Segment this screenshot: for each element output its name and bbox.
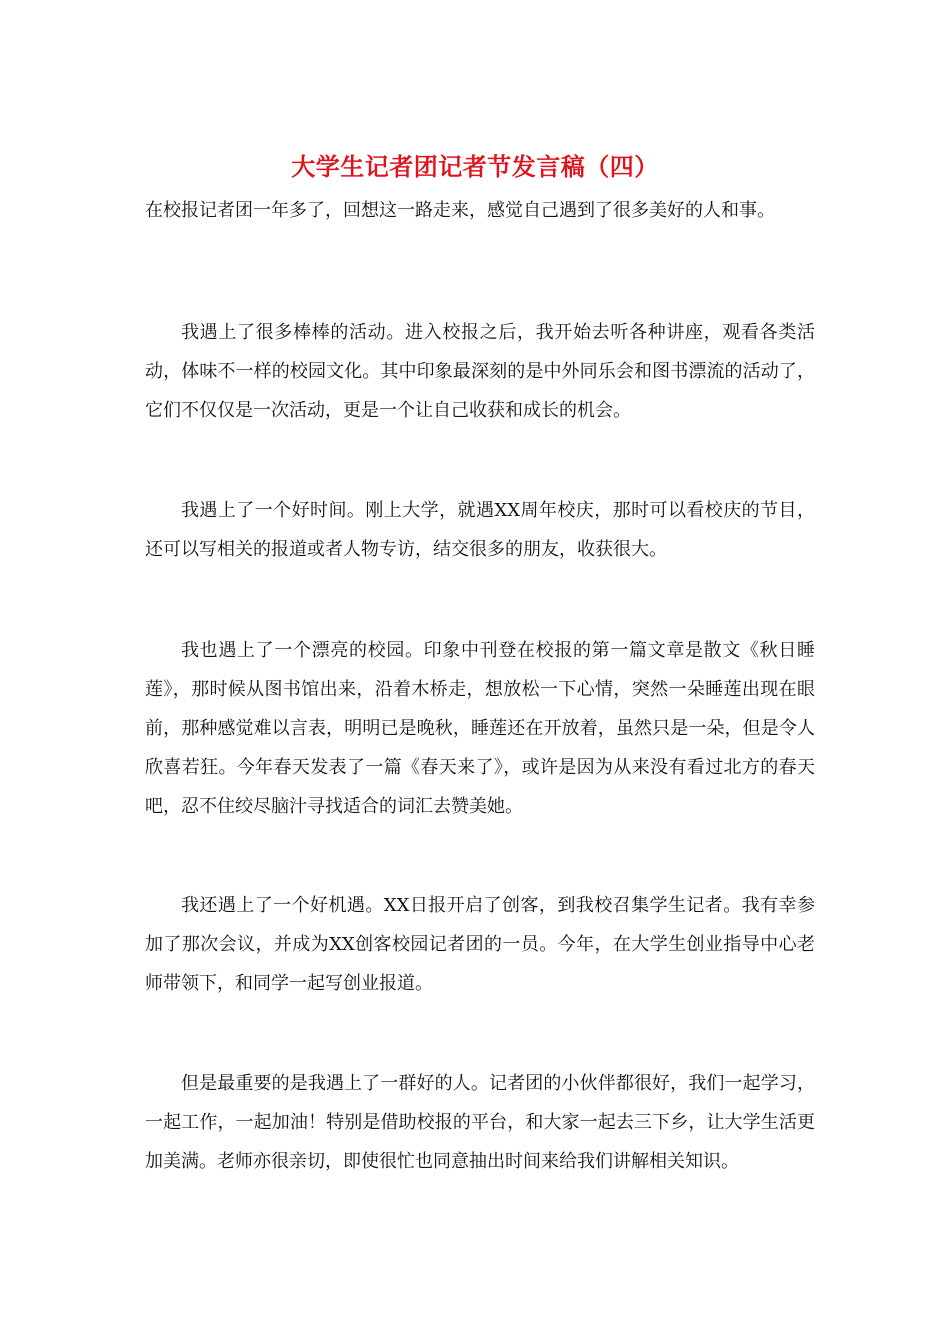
paragraph-opportunity: 我还遇上了一个好机遇。XX日报开启了创客，到我校召集学生记者。我有幸参加了那次会议，并成为XX创客校园记者团的一员。今年，在大学生创业指导中心老师带领下，和同学一起写创业报道。 bbox=[145, 895, 815, 994]
paragraph-campus: 我也遇上了一个漂亮的校园。印象中刊登在校报的第一篇文章是散文《秋日睡莲》，那时候从图书馆出来，沿着木桥走，想放松一下心情，突然一朵睡莲出现在眼前，那种感觉难以言表，明明已是晚秋，睡莲还在开放着，虽然只是一朵，但是令人欣喜若狂。今年春天发表了一篇《春天来了》，或许是因为从来没有看过北方的春天吧，忍不住绞尽脑汁寻找适合的词汇去赞美她。 bbox=[145, 640, 815, 817]
paragraph-good-time: 我遇上了一个好时间。刚上大学，就遇XX周年校庆，那时可以看校庆的节目，还可以写相关的报道或者人物专访，结交很多的朋友，收获很大。 bbox=[145, 500, 815, 560]
intro-paragraph: 在校报记者团一年多了，回想这一路走来，感觉自己遇到了很多美好的人和事。 bbox=[145, 200, 775, 221]
paragraph-people: 但是最重要的是我遇上了一群好的人。记者团的小伙伴都很好，我们一起学习，一起工作，一起加油！特别是借助校报的平台，和大家一起去三下乡，让大学生活更加美满。老师亦很亲切，即使很忙也同意抽出时间来给我们讲解相关知识。 bbox=[145, 1073, 815, 1172]
document-title: 大学生记者团记者节发言稿（四） bbox=[291, 152, 659, 181]
paragraph-activities: 我遇上了很多棒棒的活动。进入校报之后，我开始去听各种讲座，观看各类活动，体味不一样的校园文化。其中印象最深刻的是中外同乐会和图书漂流的活动了，它们不仅仅是一次活动，更是一个让自己收获和成长的机会。 bbox=[145, 322, 815, 421]
